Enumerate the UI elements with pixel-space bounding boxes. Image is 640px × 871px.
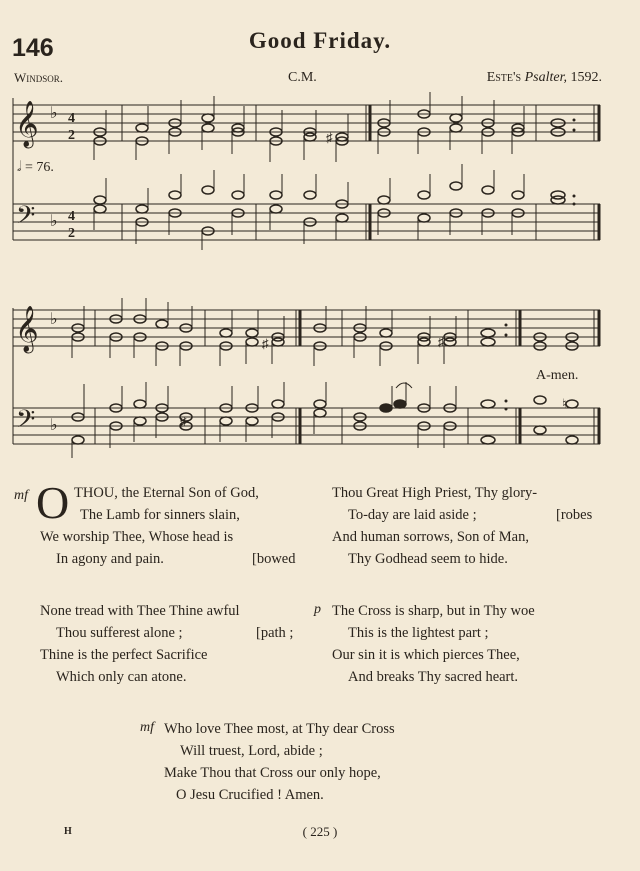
verse-1 xyxy=(40,482,310,570)
attribution-year: 1592. xyxy=(570,70,602,85)
sharp-icon: ♯ xyxy=(326,130,333,145)
verse-line-turnover: [robes xyxy=(556,507,593,523)
verse-line: And breaks Thy sacred heart. xyxy=(348,669,519,685)
verse-line: Thou Great High Priest, Thy glory- xyxy=(332,485,538,501)
bass-stems-2 xyxy=(72,382,456,458)
verse-line: The Cross is sharp, but in Thy woe xyxy=(332,603,535,619)
verse-2 xyxy=(332,482,612,570)
music-system-1 xyxy=(0,0,640,250)
verse-line: Thine is the perfect Sacrifice xyxy=(40,647,208,663)
hymn-title: Good Friday. xyxy=(248,28,392,53)
verse-line: Will truest, Lord, abide ; xyxy=(180,743,323,759)
verse-line xyxy=(332,504,612,526)
footer-signature: H xyxy=(64,826,72,837)
treble-clef-icon: 𝄞 xyxy=(15,101,39,147)
verse-line: Who love Thee most, at Thy dear Cross xyxy=(164,721,395,737)
verse-line: We worship Thee, Whose head is xyxy=(40,529,234,545)
time-sig-top: 4 xyxy=(68,209,75,224)
bass-stems-1 xyxy=(94,164,524,250)
verse-line: Which only can atone. xyxy=(56,669,187,685)
verse-3 xyxy=(40,600,310,688)
verse-line: Our sin it is which pierces Thee, xyxy=(332,647,520,663)
meter: C.M. xyxy=(288,70,317,85)
verse-line xyxy=(40,622,310,644)
flat-icon: ♭ xyxy=(50,105,58,122)
verse-line: This is the lightest part ; xyxy=(348,625,489,641)
flat-icon: ♭ xyxy=(50,213,58,230)
verse-line: The Lamb for sinners slain, xyxy=(80,507,240,523)
metronome-value: = 76. xyxy=(24,160,54,175)
verse-line: O Jesu Crucified ! Amen. xyxy=(176,787,324,803)
verse-line xyxy=(40,548,310,570)
attribution-work: Psalter, xyxy=(524,70,567,85)
verse-4 xyxy=(332,600,612,688)
time-sig-top: 4 xyxy=(68,111,75,126)
verse-line-text: Thou sufferest alone ; xyxy=(56,625,183,641)
treble-notes-2 xyxy=(72,315,578,350)
attribution-prefix: Este's xyxy=(486,70,522,85)
treble-stems-2 xyxy=(72,298,456,366)
slur xyxy=(396,383,412,388)
verse-line-turnover: [bowed xyxy=(252,551,296,567)
verse-line-text: In agony and pain. xyxy=(56,551,164,567)
time-sig-bottom: 2 xyxy=(68,128,75,143)
tune-name: Windsor. xyxy=(14,70,64,85)
page-number: ( 225 ) xyxy=(302,824,338,839)
verse-5 xyxy=(164,718,484,806)
verse-line: And human sorrows, Son of Man, xyxy=(332,529,529,545)
drop-cap: O xyxy=(36,477,70,528)
metronome-mark xyxy=(17,160,54,176)
bass-clef-icon: 𝄢 xyxy=(16,405,36,440)
verse-line: Thy Godhead seem to hide. xyxy=(348,551,508,567)
verse-line-turnover: [path ; xyxy=(256,625,294,641)
bass-staff-2 xyxy=(13,408,600,444)
treble-stems-1 xyxy=(94,92,524,162)
amen-label: A-men. xyxy=(536,368,579,383)
verse-line: None tread with Thee Thine awful xyxy=(40,603,240,619)
dynamic-mark: mf xyxy=(140,720,154,735)
verse-line-text: To-day are laid aside ; xyxy=(348,507,477,523)
sharp-icon: ♯ xyxy=(180,414,187,429)
time-sig-bottom: 2 xyxy=(68,226,75,241)
treble-staff-2 xyxy=(13,310,600,346)
sharp-icon: ♯ xyxy=(438,334,445,349)
bass-clef-icon: 𝄢 xyxy=(16,201,36,236)
natural-icon: ♮ xyxy=(562,396,567,411)
flat-icon: ♭ xyxy=(50,311,58,328)
hymn-number: 146 xyxy=(12,34,54,62)
dynamic-mark: mf xyxy=(14,488,28,503)
half-note-icon: 𝅗𝅥 xyxy=(17,160,22,175)
verse-line: THOU, the Eternal Son of God, xyxy=(74,485,259,501)
sharp-icon: ♯ xyxy=(262,336,269,351)
dynamic-mark: p xyxy=(314,602,321,617)
flat-icon: ♭ xyxy=(50,417,58,434)
treble-clef-icon: 𝄞 xyxy=(15,306,39,352)
bass-notes-2 xyxy=(72,396,578,444)
verse-line: Make Thou that Cross our only hope, xyxy=(164,765,381,781)
